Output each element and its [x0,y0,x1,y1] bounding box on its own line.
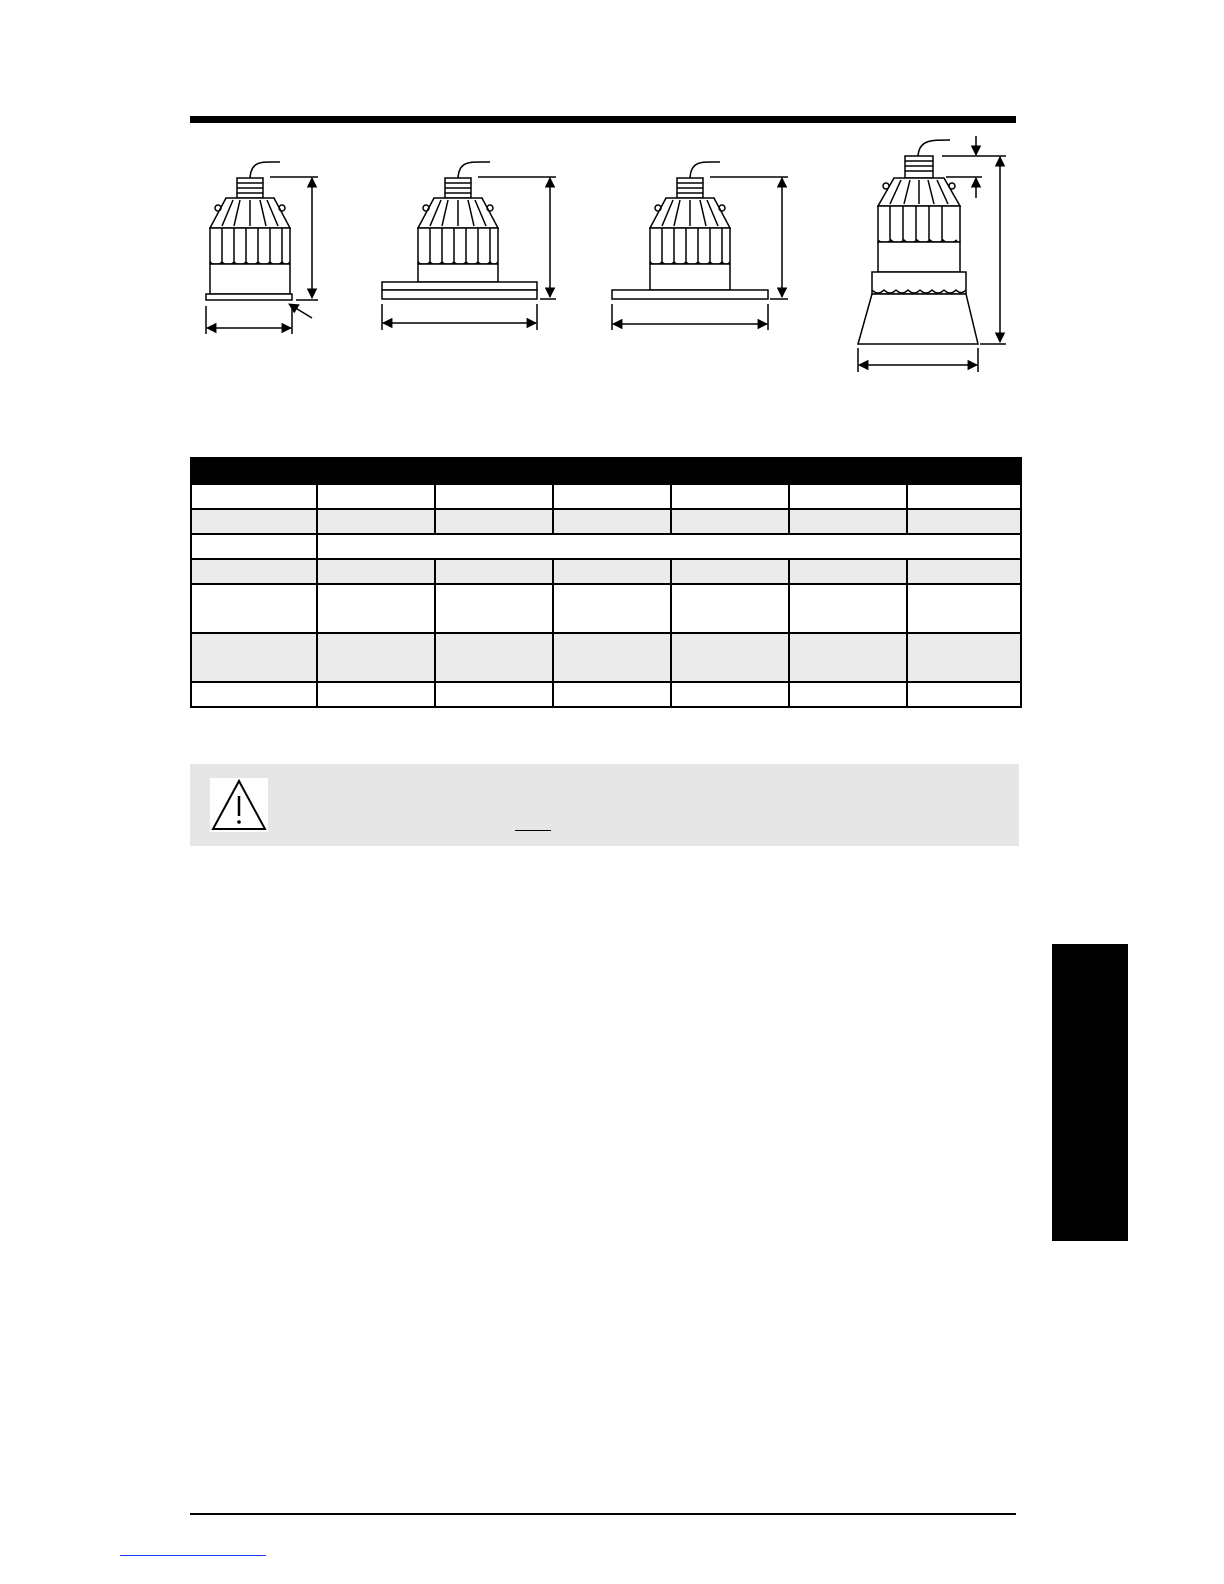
table-row [191,584,1021,633]
table-cell [671,682,789,707]
table-header-cell [553,458,671,484]
table-cell [553,633,671,682]
table-cell [671,633,789,682]
table-cell [191,682,317,707]
table-cell [671,559,789,584]
table-cell [553,509,671,534]
section-side-tab [1052,944,1128,1241]
table-cell [907,484,1021,509]
table-cell [671,584,789,633]
warning-triangle-icon [210,778,268,832]
table-cell [789,682,907,707]
table-cell [435,633,553,682]
table-header-cell [191,458,317,484]
table-cell [553,484,671,509]
table-cell [671,484,789,509]
table-cell [317,584,435,633]
table-cell [317,559,435,584]
table-cell [553,559,671,584]
transducer-flat-flange-drawing [612,162,788,330]
table-header-cell [435,458,553,484]
table-cell [191,559,317,584]
table-row [191,633,1021,682]
table-row [191,534,1021,559]
table-cell [789,484,907,509]
table-cell [435,682,553,707]
table-cell [317,484,435,509]
table-cell [191,584,317,633]
table-cell [317,682,435,707]
table-cell-merged [317,534,1021,559]
table-cell [907,633,1021,682]
table-cell [435,509,553,534]
table-cell [191,484,317,509]
transducer-flanged-drawing [382,162,556,330]
table-cell [789,559,907,584]
table-cell [553,682,671,707]
table-header-cell [671,458,789,484]
table-cell [191,534,317,559]
table-cell [907,509,1021,534]
footer-link-underline[interactable] [120,1555,266,1556]
bottom-rule [190,1513,1016,1515]
table-cell [671,509,789,534]
table-header-cell [317,458,435,484]
table-cell [191,633,317,682]
warning-underline [515,830,551,831]
transducer-standard-drawing [206,162,318,334]
table-row [191,484,1021,509]
table-row [191,682,1021,707]
table-cell [789,509,907,534]
warning-box [190,764,1019,846]
table-row [191,509,1021,534]
table-cell [553,584,671,633]
dimension-table [190,457,1022,708]
table-cell [907,584,1021,633]
table-cell [907,682,1021,707]
transducer-drawings [0,0,1224,420]
table-header-cell [789,458,907,484]
table-cell [191,509,317,534]
table-cell [317,633,435,682]
table-row [191,559,1021,584]
table-cell [435,584,553,633]
table-row [191,458,1021,484]
table-header-cell [907,458,1021,484]
table-cell [789,633,907,682]
table-cell [789,584,907,633]
table-cell [435,559,553,584]
table-cell [907,559,1021,584]
table-cell [435,484,553,509]
table-cell [317,509,435,534]
transducer-horn-drawing [858,136,1006,372]
